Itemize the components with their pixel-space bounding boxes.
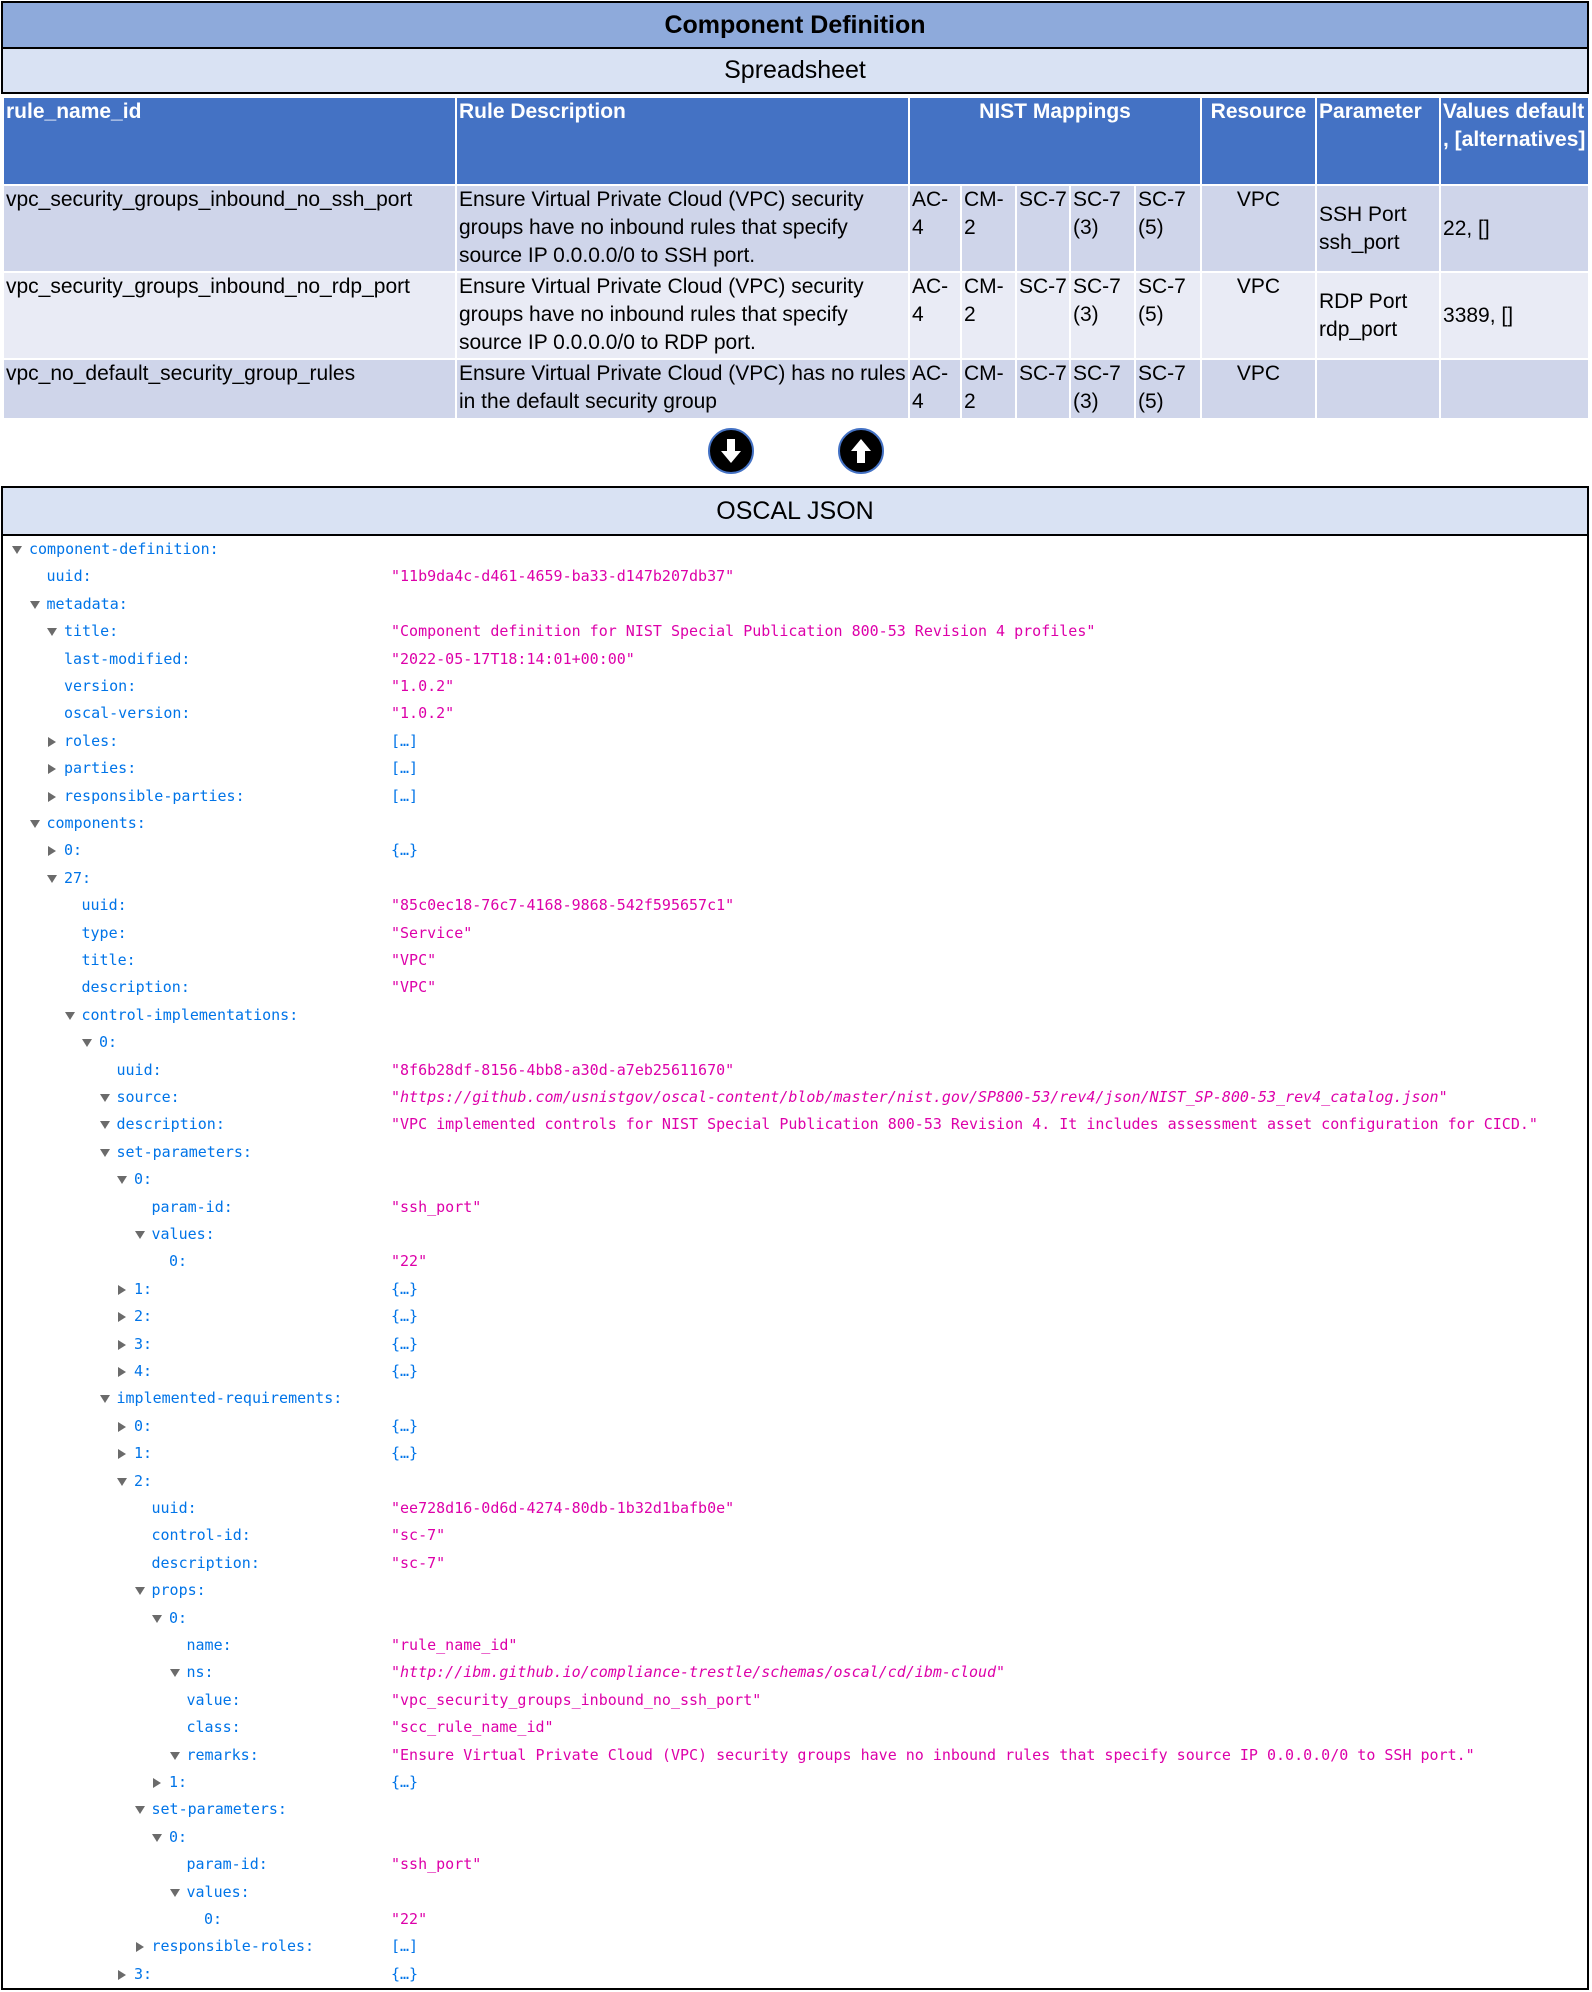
cell-nist-mapping: CM-2 bbox=[961, 185, 1016, 272]
cell-nist-mapping: SC-7 (3) bbox=[1070, 272, 1135, 359]
json-value: "https://github.com/usnistgov/oscal-content/blob/master/nist.gov/SP800-53/rev4/json/NIST_SP-800-53_rev4_catalog.json" bbox=[391, 1088, 1448, 1106]
cell-values: 3389, [] bbox=[1440, 272, 1589, 359]
json-key: oscal-version: bbox=[64, 704, 191, 723]
collapsed-twisty-icon[interactable] bbox=[118, 1312, 126, 1322]
expanded-twisty-icon[interactable] bbox=[12, 546, 22, 554]
collapsed-twisty-icon[interactable] bbox=[118, 1367, 126, 1377]
cell-values bbox=[1440, 359, 1589, 419]
expanded-twisty-icon[interactable] bbox=[100, 1121, 110, 1129]
json-value: "rule_name_id" bbox=[391, 1636, 518, 1654]
expanded-twisty-icon[interactable] bbox=[47, 628, 57, 636]
json-value: "1.0.2" bbox=[391, 677, 455, 695]
json-key: 27: bbox=[64, 868, 92, 887]
json-collapsed-value[interactable]: {…} bbox=[391, 1279, 419, 1298]
json-key: components: bbox=[46, 814, 146, 832]
json-key: param-id: bbox=[151, 1197, 233, 1216]
json-key: responsible-roles: bbox=[151, 1937, 315, 1956]
header-parameter: Parameter bbox=[1316, 97, 1440, 185]
header-nist-mappings: NIST Mappings bbox=[909, 97, 1201, 185]
json-key: 0: bbox=[169, 1608, 188, 1627]
expanded-twisty-icon[interactable] bbox=[47, 875, 57, 883]
expanded-twisty-icon[interactable] bbox=[152, 1834, 162, 1842]
header-resource: Resource bbox=[1201, 97, 1316, 185]
json-key: 0: bbox=[99, 1033, 118, 1052]
collapsed-twisty-icon[interactable] bbox=[136, 1942, 144, 1952]
json-collapsed-value[interactable]: {…} bbox=[391, 841, 419, 860]
json-value: "ssh_port" bbox=[391, 1197, 482, 1216]
cell-nist-mapping: CM-2 bbox=[961, 359, 1016, 419]
json-collapsed-value[interactable]: {…} bbox=[391, 1773, 419, 1791]
json-key: 0: bbox=[64, 841, 83, 860]
json-key: source: bbox=[116, 1088, 180, 1106]
collapsed-twisty-icon[interactable] bbox=[118, 1422, 126, 1432]
json-key: 1: bbox=[134, 1279, 153, 1298]
oscal-json-panel bbox=[1, 486, 1589, 1990]
cell-rule-description: Ensure Virtual Private Cloud (VPC) security groups have no inbound rules that specify source IP 0.0.0.0/0 to SSH port. bbox=[456, 185, 909, 272]
cell-resource: VPC bbox=[1201, 359, 1316, 419]
json-collapsed-value[interactable]: {…} bbox=[391, 1362, 419, 1380]
collapsed-twisty-icon[interactable] bbox=[118, 1340, 126, 1350]
json-key: uuid: bbox=[81, 896, 127, 915]
expanded-twisty-icon[interactable] bbox=[135, 1587, 145, 1595]
json-key: responsible-parties: bbox=[64, 786, 245, 805]
json-collapsed-value[interactable]: {…} bbox=[391, 1444, 419, 1463]
expanded-twisty-icon[interactable] bbox=[65, 1012, 75, 1020]
json-key: class: bbox=[186, 1718, 241, 1737]
collapsed-twisty-icon[interactable] bbox=[48, 737, 56, 747]
json-value: "1.0.2" bbox=[391, 704, 455, 723]
json-key: roles: bbox=[64, 731, 119, 750]
page-title: Component Definition bbox=[1, 1, 1589, 49]
json-key: implemented-requirements: bbox=[116, 1389, 343, 1408]
expanded-twisty-icon[interactable] bbox=[100, 1395, 110, 1403]
json-value: "VPC implemented controls for NIST Special Publication 800-53 Revision 4. It includes assessment asset configuration for CICD." bbox=[391, 1115, 1538, 1134]
json-key: uuid: bbox=[116, 1060, 162, 1079]
json-collapsed-value[interactable]: {…} bbox=[391, 1416, 419, 1435]
json-collapsed-value[interactable]: {…} bbox=[391, 1334, 419, 1353]
header-rule-name-id: rule_name_id bbox=[3, 97, 456, 185]
cell-nist-mapping: SC-7 (5) bbox=[1135, 359, 1201, 419]
json-value: "Service" bbox=[391, 923, 473, 942]
expanded-twisty-icon[interactable] bbox=[30, 601, 40, 609]
json-value: "VPC" bbox=[391, 951, 437, 969]
json-value: "22" bbox=[391, 1252, 428, 1271]
cell-nist-mapping: AC-4 bbox=[909, 359, 961, 419]
json-key: description: bbox=[81, 978, 190, 997]
json-key: 2: bbox=[134, 1471, 153, 1490]
json-key: 4: bbox=[134, 1362, 153, 1380]
rules-table bbox=[2, 96, 1590, 420]
table-row bbox=[3, 272, 1589, 359]
json-key: version: bbox=[64, 677, 137, 695]
cell-nist-mapping: SC-7 (3) bbox=[1070, 359, 1135, 419]
json-key: 0: bbox=[169, 1827, 188, 1846]
convert-up-button[interactable] bbox=[838, 428, 884, 474]
header-values: Values default , [alternatives] bbox=[1440, 97, 1589, 185]
cell-rule-name-id: vpc_no_default_security_group_rules bbox=[3, 359, 456, 419]
cell-nist-mapping: SC-7 bbox=[1016, 359, 1070, 419]
json-key: last-modified: bbox=[64, 649, 191, 668]
json-collapsed-value[interactable]: […] bbox=[391, 731, 419, 750]
cell-nist-mapping: SC-7 bbox=[1016, 272, 1070, 359]
cell-values: 22, [] bbox=[1440, 185, 1589, 272]
json-key: 1: bbox=[169, 1773, 188, 1791]
json-key: 3: bbox=[134, 1964, 153, 1983]
table-row bbox=[3, 185, 1589, 272]
expanded-twisty-icon[interactable] bbox=[170, 1669, 180, 1677]
json-key: values: bbox=[151, 1225, 215, 1243]
cell-nist-mapping: SC-7 bbox=[1016, 185, 1070, 272]
header-rule-description: Rule Description bbox=[456, 97, 909, 185]
expanded-twisty-icon[interactable] bbox=[82, 1039, 92, 1047]
json-key: type: bbox=[81, 923, 127, 942]
collapsed-twisty-icon[interactable] bbox=[48, 792, 56, 802]
json-collapsed-value[interactable]: […] bbox=[391, 759, 419, 778]
cell-nist-mapping: AC-4 bbox=[909, 272, 961, 359]
json-key: 0: bbox=[204, 1910, 223, 1928]
table-row bbox=[3, 359, 1589, 419]
cell-parameter bbox=[1316, 359, 1440, 419]
json-value: "Ensure Virtual Private Cloud (VPC) security groups have no inbound rules that specify source IP 0.0.0.0/0 to SSH port." bbox=[391, 1745, 1475, 1764]
expanded-twisty-icon[interactable] bbox=[30, 820, 40, 828]
expanded-twisty-icon[interactable] bbox=[100, 1149, 110, 1157]
json-value: "VPC" bbox=[391, 978, 437, 997]
json-key: title: bbox=[81, 951, 136, 969]
cell-nist-mapping: SC-7 (5) bbox=[1135, 272, 1201, 359]
json-collapsed-value[interactable]: {…} bbox=[391, 1964, 419, 1983]
json-key: ns: bbox=[186, 1663, 214, 1682]
expanded-twisty-icon[interactable] bbox=[100, 1094, 110, 1102]
json-value: "http://ibm.github.io/compliance-trestle/schemas/oscal/cd/ibm-cloud" bbox=[391, 1663, 1006, 1682]
cell-parameter: SSH Port ssh_port bbox=[1316, 185, 1440, 272]
cell-nist-mapping: SC-7 (5) bbox=[1135, 185, 1201, 272]
json-key: value: bbox=[186, 1690, 241, 1709]
spreadsheet-title: Spreadsheet bbox=[1, 47, 1589, 94]
json-value: "sc-7" bbox=[391, 1526, 446, 1545]
json-value: "sc-7" bbox=[391, 1553, 446, 1572]
json-key: control-implementations: bbox=[81, 1005, 299, 1024]
expanded-twisty-icon[interactable] bbox=[135, 1806, 145, 1814]
cell-rule-name-id: vpc_security_groups_inbound_no_rdp_port bbox=[3, 272, 456, 359]
collapsed-twisty-icon[interactable] bbox=[118, 1970, 126, 1980]
json-key: values: bbox=[186, 1882, 250, 1901]
arrow-up-icon bbox=[846, 436, 876, 466]
cell-rule-description: Ensure Virtual Private Cloud (VPC) has no rules in the default security group bbox=[456, 359, 909, 419]
json-key: 0: bbox=[134, 1416, 153, 1435]
json-key: component-definition: bbox=[29, 540, 219, 558]
json-key: description: bbox=[116, 1115, 225, 1134]
json-value: "85c0ec18-76c7-4168-9868-542f595657c1" bbox=[391, 896, 735, 915]
json-key: uuid: bbox=[151, 1499, 197, 1517]
json-collapsed-value[interactable]: […] bbox=[391, 786, 419, 805]
json-key: uuid: bbox=[46, 567, 92, 586]
cell-resource: VPC bbox=[1201, 185, 1316, 272]
json-key: param-id: bbox=[186, 1855, 268, 1874]
expanded-twisty-icon[interactable] bbox=[117, 1176, 127, 1184]
json-value: "22" bbox=[391, 1910, 428, 1928]
json-value: "2022-05-17T18:14:01+00:00" bbox=[391, 649, 635, 668]
json-key: control-id: bbox=[151, 1526, 251, 1545]
json-value: "11b9da4c-d461-4659-ba33-d147b207db37" bbox=[391, 567, 735, 586]
json-key: 0: bbox=[169, 1252, 188, 1271]
json-key: remarks: bbox=[186, 1745, 259, 1764]
expanded-twisty-icon[interactable] bbox=[170, 1889, 180, 1897]
json-key: 3: bbox=[134, 1334, 153, 1353]
expanded-twisty-icon[interactable] bbox=[170, 1752, 180, 1760]
json-key: set-parameters: bbox=[116, 1142, 252, 1161]
json-value: "scc_rule_name_id" bbox=[391, 1718, 554, 1737]
cell-rule-description: Ensure Virtual Private Cloud (VPC) security groups have no inbound rules that specify source IP 0.0.0.0/0 to RDP port. bbox=[456, 272, 909, 359]
json-value: "ee728d16-0d6d-4274-80db-1b32d1bafb0e" bbox=[391, 1499, 735, 1517]
json-key: name: bbox=[186, 1636, 232, 1654]
arrow-down-icon bbox=[716, 436, 746, 466]
json-value: "Component definition for NIST Special Publication 800-53 Revision 4 profiles" bbox=[391, 622, 1096, 641]
expanded-twisty-icon[interactable] bbox=[117, 1478, 127, 1486]
json-value: "8f6b28df-8156-4bb8-a30d-a7eb25611670" bbox=[391, 1060, 735, 1079]
collapsed-twisty-icon[interactable] bbox=[118, 1285, 126, 1295]
convert-down-button[interactable] bbox=[708, 428, 754, 474]
json-value: "ssh_port" bbox=[391, 1855, 482, 1874]
cell-resource: VPC bbox=[1201, 272, 1316, 359]
oscal-json-title: OSCAL JSON bbox=[3, 488, 1587, 536]
collapsed-twisty-icon[interactable] bbox=[48, 846, 56, 856]
json-key: description: bbox=[151, 1553, 260, 1572]
json-key: 0: bbox=[134, 1170, 153, 1189]
cell-rule-name-id: vpc_security_groups_inbound_no_ssh_port bbox=[3, 185, 456, 272]
json-key: parties: bbox=[64, 759, 137, 778]
json-key: title: bbox=[64, 622, 119, 641]
json-key: 2: bbox=[134, 1307, 153, 1326]
json-key: set-parameters: bbox=[151, 1800, 287, 1819]
json-collapsed-value[interactable]: […] bbox=[391, 1937, 419, 1956]
json-key: metadata: bbox=[46, 594, 128, 613]
cell-nist-mapping: SC-7 (3) bbox=[1070, 185, 1135, 272]
collapsed-twisty-icon[interactable] bbox=[153, 1778, 161, 1788]
json-collapsed-value[interactable]: {…} bbox=[391, 1307, 419, 1326]
json-key: props: bbox=[151, 1581, 206, 1600]
json-value: "vpc_security_groups_inbound_no_ssh_port" bbox=[391, 1690, 762, 1709]
cell-parameter: RDP Port rdp_port bbox=[1316, 272, 1440, 359]
json-key: 1: bbox=[134, 1444, 153, 1463]
collapsed-twisty-icon[interactable] bbox=[48, 764, 56, 774]
expanded-twisty-icon[interactable] bbox=[152, 1615, 162, 1623]
expanded-twisty-icon[interactable] bbox=[135, 1231, 145, 1239]
collapsed-twisty-icon[interactable] bbox=[118, 1449, 126, 1459]
cell-nist-mapping: AC-4 bbox=[909, 185, 961, 272]
cell-nist-mapping: CM-2 bbox=[961, 272, 1016, 359]
